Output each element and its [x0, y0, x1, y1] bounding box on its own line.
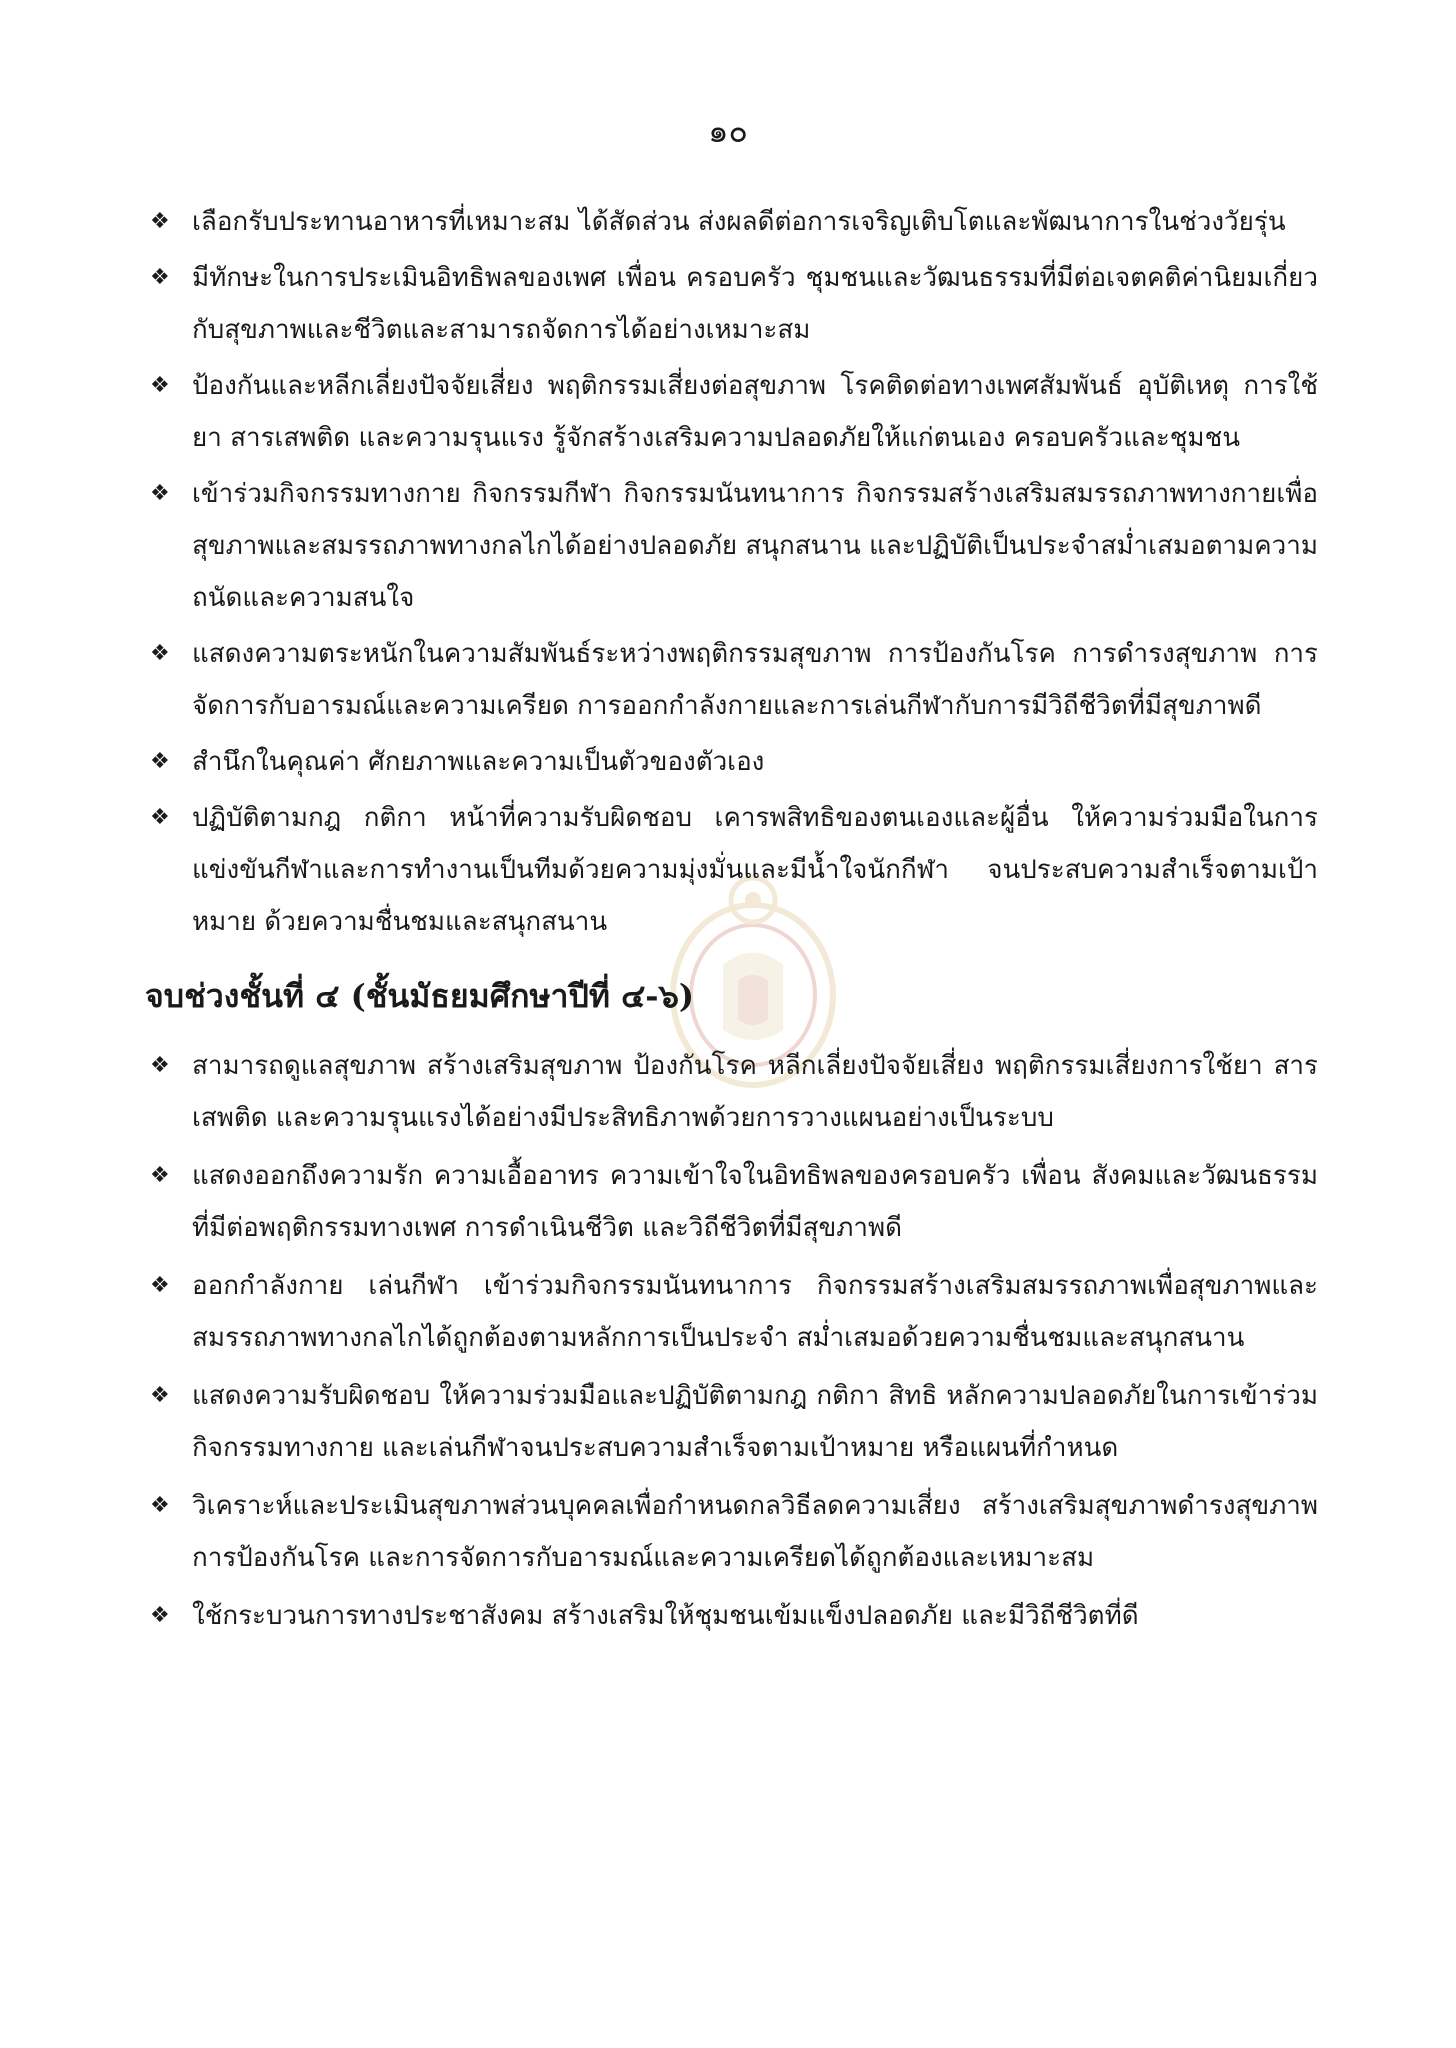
bullet-item — [150, 1370, 1318, 1474]
bullet-diamond-icon: ❖ — [150, 1603, 170, 1628]
bullet-diamond-icon: ❖ — [150, 749, 170, 774]
bullet-text: แสดงความรับผิดชอบ ให้ความร่วมมือและปฏิบัติตามกฎ กติกา สิทธิ หลักความปลอดภัยในการเข้าร่วมกิจกรรมทางกาย และเล่นกีฬาจนประสบความสำเร็จตามเป้าหมาย หรือแผนที่กำหนด — [192, 1381, 1318, 1463]
bullet-diamond-icon: ❖ — [150, 265, 170, 290]
bullet-diamond-icon: ❖ — [150, 481, 170, 506]
document-body — [145, 196, 1318, 1648]
bullet-item — [150, 1150, 1318, 1254]
bullet-item — [150, 252, 1318, 356]
bullet-text: วิเคราะห์และประเมินสุขภาพส่วนบุคคลเพื่อกำหนดกลวิธีลดความเสี่ยง สร้างเสริมสุขภาพดำรงสุขภาพ การป้องกันโรค และการจัดการกับอารมณ์และความเครียดได้ถูกต้องและเหมาะสม — [192, 1491, 1318, 1573]
bullet-text: สำนึกในคุณค่า ศักยภาพและความเป็นตัวของตัวเอง — [192, 747, 765, 777]
bullet-item — [150, 196, 1318, 248]
bullet-item — [150, 1480, 1318, 1584]
bullet-text: มีทักษะในการประเมินอิทธิพลของเพศ เพื่อน ครอบครัว ชุมชนและวัฒนธรรมที่มีต่อเจตคติค่านิยมเกี่ยวกับสุขภาพและชีวิตและสามารถจัดการได้อย่างเหมาะสม — [192, 263, 1318, 345]
objectives-list-level3 — [150, 196, 1318, 948]
bullet-diamond-icon: ❖ — [150, 1053, 170, 1078]
bullet-text: แสดงออกถึงความรัก ความเอื้ออาทร ความเข้าใจในอิทธิพลของครอบครัว เพื่อน สังคมและวัฒนธรรมที่มีต่อพฤติกรรมทางเพศ การดำเนินชีวิต และวิถีชีวิตที่มีสุขภาพดี — [192, 1161, 1318, 1243]
bullet-text: เลือกรับประทานอาหารที่เหมาะสม ได้สัดส่วน ส่งผลดีต่อการเจริญเติบโตและพัฒนาการในช่วงวัยรุ่น — [192, 207, 1286, 237]
bullet-diamond-icon: ❖ — [150, 641, 170, 666]
bullet-diamond-icon: ❖ — [150, 1493, 170, 1518]
bullet-text: ป้องกันและหลีกเลี่ยงปัจจัยเสี่ยง พฤติกรรมเสี่ยงต่อสุขภาพ โรคติดต่อทางเพศสัมพันธ์ อุบัติเหตุ การใช้ยา สารเสพติด และความรุนแรง รู้จักสร้างเสริมความปลอดภัยให้แก่ตนเอง ครอบครัวและชุมชน — [192, 371, 1318, 453]
bullet-item — [150, 1040, 1318, 1144]
bullet-diamond-icon: ❖ — [150, 1383, 170, 1408]
bullet-diamond-icon: ❖ — [150, 805, 170, 830]
bullet-text: ใช้กระบวนการทางประชาสังคม สร้างเสริมให้ชุมชนเข้มแข็งปลอดภัย และมีวิถีชีวิตที่ดี — [192, 1601, 1139, 1631]
bullet-item — [150, 736, 1318, 788]
section-heading: จบช่วงชั้นที่ ๔ (ชั้นมัธยมศึกษาปีที่ ๔-๖) — [145, 977, 695, 1015]
bullet-diamond-icon: ❖ — [150, 1163, 170, 1188]
bullet-item — [150, 792, 1318, 948]
bullet-text: ปฏิบัติตามกฎ กติกา หน้าที่ความรับผิดชอบ เคารพสิทธิของตนเองและผู้อื่น ให้ความร่วมมือในการแข่งขันกีฬาและการทำงานเป็นทีมด้วยความมุ่งมั่นและมีน้ำใจนักกีฬา จนประสบความสำเร็จตามเป้าหมาย ด้วยความชื่นชมและสนุกสนาน — [192, 803, 1318, 937]
bullet-diamond-icon: ❖ — [150, 1273, 170, 1298]
bullet-diamond-icon: ❖ — [150, 209, 170, 234]
page-number: ๑๐ — [708, 112, 748, 150]
bullet-text: เข้าร่วมกิจกรรมทางกาย กิจกรรมกีฬา กิจกรรมนันทนาการ กิจกรรมสร้างเสริมสมรรถภาพทางกายเพื่อสุขภาพและสมรรถภาพทางกลไกได้อย่างปลอดภัย สนุกสนาน และปฏิบัติเป็นประจำสม่ำเสมอตามความถนัดและความสนใจ — [192, 479, 1318, 613]
bullet-item — [150, 360, 1318, 464]
bullet-item — [150, 468, 1318, 624]
bullet-item — [150, 628, 1318, 732]
bullet-text: แสดงความตระหนักในความสัมพันธ์ระหว่างพฤติกรรมสุขภาพ การป้องกันโรค การดำรงสุขภาพ การจัดการกับอารมณ์และความเครียด การออกกำลังกายและการเล่นกีฬากับการมีวิถีชีวิตที่มีสุขภาพดี — [192, 639, 1318, 721]
bullet-text: ออกกำลังกาย เล่นกีฬา เข้าร่วมกิจกรรมนันทนาการ กิจกรรมสร้างเสริมสมรรถภาพเพื่อสุขภาพและสมรรถภาพทางกลไกได้ถูกต้องตามหลักการเป็นประจำ สม่ำเสมอด้วยความชื่นชมและสนุกสนาน — [192, 1271, 1318, 1353]
bullet-text: สามารถดูแลสุขภาพ สร้างเสริมสุขภาพ ป้องกันโรค หลีกเลี่ยงปัจจัยเสี่ยง พฤติกรรมเสี่ยงการใช้ยา สารเสพติด และความรุนแรงได้อย่างมีประสิทธิภาพด้วยการวางแผนอย่างเป็นระบบ — [192, 1051, 1318, 1133]
objectives-list-level4 — [150, 1040, 1318, 1642]
bullet-item — [150, 1590, 1318, 1642]
bullet-item — [150, 1260, 1318, 1364]
bullet-diamond-icon: ❖ — [150, 373, 170, 398]
